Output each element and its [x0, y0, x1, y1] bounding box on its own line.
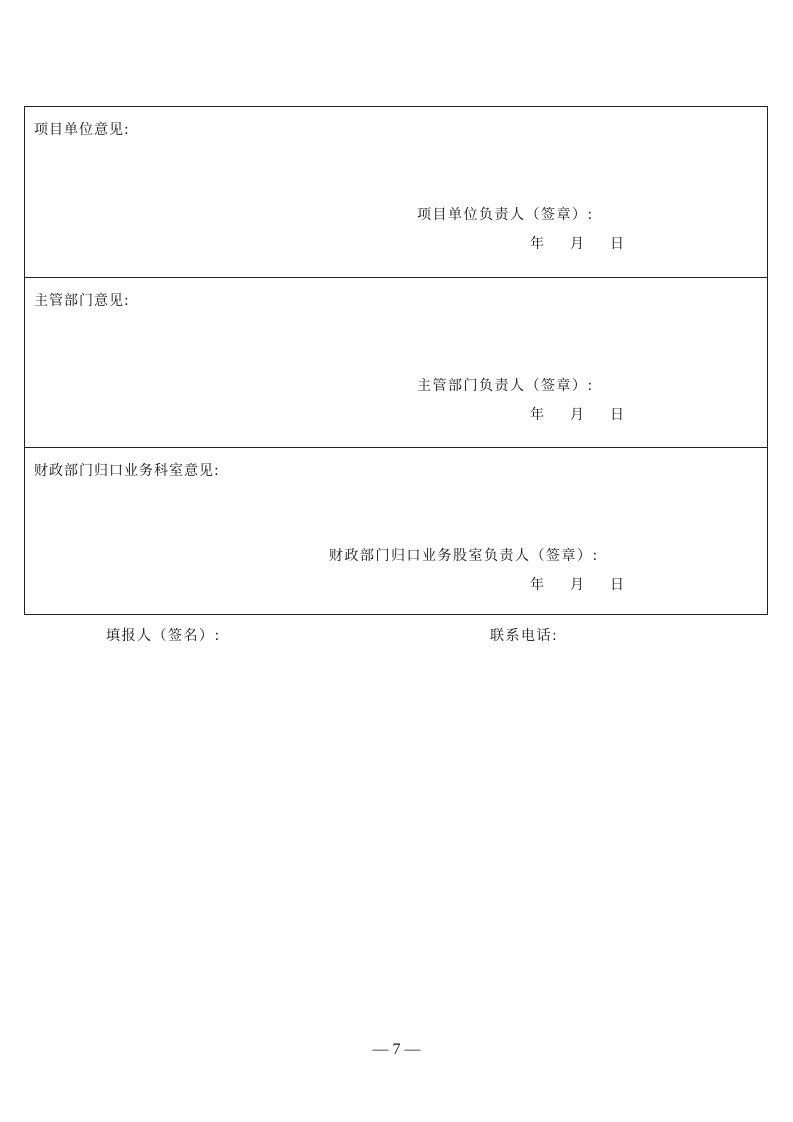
year-label: 年 — [530, 577, 544, 593]
supervising-dept-opinion-heading: 主管部门意见: — [34, 293, 130, 309]
project-unit-opinion-section — [25, 107, 767, 277]
year-label: 年 — [530, 236, 544, 252]
day-label: 日 — [610, 407, 624, 423]
month-label: 月 — [570, 407, 584, 423]
finance-dept-signer-label: 财政部门归口业务股室负责人（签章）: — [329, 548, 599, 564]
contact-phone-label: 联系电话: — [490, 628, 559, 644]
filler-signature-label: 填报人（签名）: — [106, 628, 221, 644]
page-number: — 7 — — [372, 1041, 421, 1058]
supervising-dept-signer-label: 主管部门负责人（签章）: — [417, 378, 594, 394]
day-label: 日 — [610, 236, 624, 252]
finance-dept-opinion-section — [25, 447, 767, 615]
day-label: 日 — [610, 577, 624, 593]
supervising-dept-opinion-section — [25, 277, 767, 447]
approval-opinion-table — [24, 106, 768, 615]
month-label: 月 — [570, 577, 584, 593]
year-label: 年 — [530, 407, 544, 423]
project-unit-signer-label: 项目单位负责人（签章）: — [417, 207, 594, 223]
finance-dept-opinion-heading: 财政部门归口业务科室意见: — [34, 463, 220, 479]
project-unit-opinion-heading: 项目单位意见: — [34, 122, 130, 138]
month-label: 月 — [570, 236, 584, 252]
